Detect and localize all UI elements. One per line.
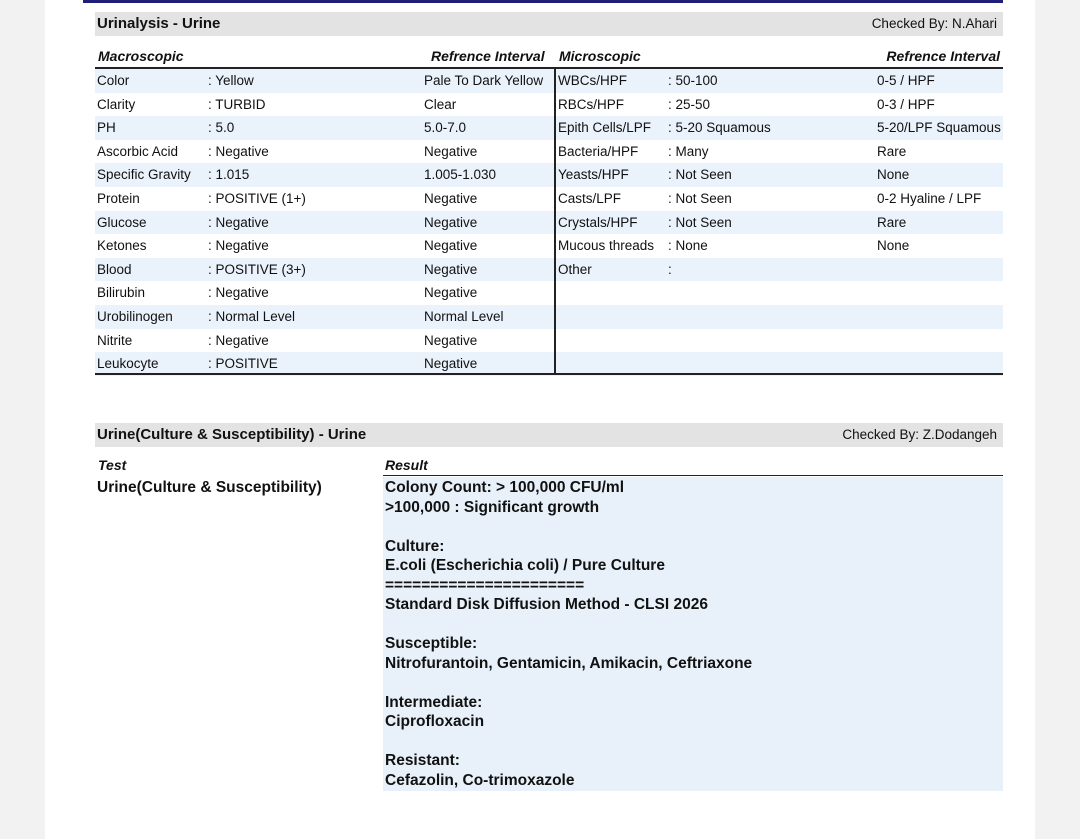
micro-ref: None	[877, 238, 910, 254]
culture-result-line: Cefazolin, Co-trimoxazole	[385, 771, 575, 789]
macro-ref-header: Refrence Interval	[431, 48, 545, 64]
urinalysis-row	[95, 116, 1003, 140]
micro-ref: Rare	[877, 143, 907, 159]
micro-test-name: Epith Cells/LPF	[558, 120, 652, 136]
macroscopic-header: Macroscopic	[98, 48, 184, 64]
culture-result-line: Colony Count: > 100,000 CFU/ml	[385, 479, 625, 496]
urinalysis-title: Urinalysis - Urine	[97, 15, 221, 32]
macro-result: : Yellow	[208, 73, 254, 88]
micro-test-name: Other	[558, 261, 592, 277]
macro-ref: Negative	[424, 261, 478, 277]
macro-test-name: PH	[97, 120, 116, 136]
macro-result: : Negative	[208, 332, 269, 348]
macro-result: : Negative	[208, 143, 269, 159]
urinalysis-row	[95, 187, 1003, 211]
micro-ref: 0-3 / HPF	[877, 96, 935, 112]
urinalysis-row	[95, 93, 1003, 117]
micro-test-name: Bacteria/HPF	[558, 143, 639, 159]
macro-ref: Negative	[424, 356, 478, 372]
micro-test-name: Yeasts/HPF	[558, 167, 629, 183]
urinalysis-row	[95, 305, 1003, 329]
micro-test-name: WBCs/HPF	[558, 73, 627, 88]
macro-result: : Normal Level	[208, 309, 296, 324]
report-page	[45, 0, 1035, 839]
urinalysis-header	[95, 12, 1003, 36]
macro-ref: 1.005-1.030	[424, 167, 497, 183]
micro-ref: 0-5 / HPF	[877, 73, 935, 88]
macro-ref: Negative	[424, 238, 478, 254]
macro-result: : 5.0	[208, 120, 235, 136]
macro-result: : 1.015	[208, 167, 250, 183]
micro-result: : 25-50	[668, 96, 711, 112]
culture-result-line: Intermediate:	[385, 693, 483, 711]
micro-ref-header: Refrence Interval	[886, 48, 1000, 64]
micro-result: : Not Seen	[668, 214, 732, 230]
test-header: Test	[98, 457, 127, 473]
macro-result: : TURBID	[208, 96, 266, 112]
macro-test-name: Ascorbic Acid	[97, 143, 179, 159]
culture-result-line: Standard Disk Diffusion Method - CLSI 2026	[385, 596, 708, 613]
micro-test-name: Casts/LPF	[558, 191, 622, 206]
micro-ref: 0-2 Hyaline / LPF	[877, 191, 982, 206]
microscopic-header: Microscopic	[559, 48, 641, 64]
macro-ref: Negative	[424, 214, 478, 230]
culture-result-line: Culture:	[385, 537, 445, 555]
macro-result: : Negative	[208, 285, 269, 301]
macro-test-name: Bilirubin	[97, 285, 146, 301]
micro-result: : Not Seen	[668, 191, 732, 206]
macro-result: : Negative	[208, 214, 269, 230]
urinalysis-row	[95, 329, 1003, 353]
micro-result: : 5-20 Squamous	[668, 120, 771, 136]
urinalysis-row	[95, 258, 1003, 282]
macro-ref: Clear	[424, 96, 457, 112]
urinalysis-column-divider	[554, 67, 556, 374]
micro-result: :	[668, 261, 672, 277]
urinalysis-row	[95, 211, 1003, 235]
macro-test-name: Clarity	[97, 96, 136, 112]
macro-test-name: Specific Gravity	[97, 167, 191, 183]
macro-ref: Normal Level	[424, 309, 504, 324]
macro-ref: 5.0-7.0	[424, 120, 467, 136]
culture-result-line: Susceptible:	[385, 635, 478, 652]
micro-test-name: RBCs/HPF	[558, 96, 625, 112]
culture-result-line: Resistant:	[385, 752, 460, 769]
culture-result-line: E.coli (Escherichia coli) / Pure Culture	[385, 557, 665, 574]
macro-test-name: Ketones	[97, 238, 147, 254]
macro-result: : POSITIVE	[208, 356, 278, 372]
macro-test-name: Protein	[97, 191, 140, 206]
micro-ref: 5-20/LPF Squamous	[877, 120, 1001, 136]
culture-header-rule	[383, 475, 1003, 476]
macro-test-name: Glucose	[97, 214, 147, 230]
macro-ref: Negative	[424, 191, 478, 206]
macro-ref: Negative	[424, 143, 478, 159]
micro-result: : 50-100	[668, 73, 718, 88]
culture-title: Urine(Culture & Susceptibility) - Urine	[97, 426, 367, 443]
macro-test-name: Leukocyte	[97, 356, 159, 372]
culture-header	[95, 423, 1003, 447]
macro-test-name: Blood	[97, 261, 132, 277]
micro-result: : None	[668, 238, 708, 254]
micro-test-name: Mucous threads	[558, 238, 655, 254]
micro-result: : Many	[668, 143, 709, 159]
urinalysis-checked-by: Checked By: N.Ahari	[871, 16, 997, 31]
macro-result: : Negative	[208, 238, 269, 254]
urinalysis-row	[95, 163, 1003, 187]
macro-ref: Pale To Dark Yellow	[424, 73, 544, 88]
macro-test-name: Nitrite	[97, 332, 133, 348]
micro-result: : Not Seen	[668, 167, 732, 183]
urinalysis-row	[95, 140, 1003, 164]
urinalysis-row	[95, 234, 1003, 258]
culture-result-line: ======================	[385, 576, 585, 594]
macro-result: : POSITIVE (1+)	[208, 191, 306, 206]
culture-result-line: Ciprofloxacin	[385, 713, 485, 730]
culture-result-background	[383, 477, 1003, 791]
micro-ref: Rare	[877, 214, 907, 230]
culture-checked-by: Checked By: Z.Dodangeh	[842, 427, 997, 442]
culture-result-line: >100,000 : Significant growth	[385, 498, 600, 516]
macro-ref: Negative	[424, 285, 478, 301]
culture-result-line: Nitrofurantoin, Gentamicin, Amikacin, Ceftriaxone	[385, 654, 753, 672]
macro-test-name: Color	[97, 73, 130, 88]
urinalysis-row	[95, 69, 1003, 93]
macro-test-name: Urobilinogen	[97, 309, 173, 324]
micro-test-name: Crystals/HPF	[558, 214, 638, 230]
macro-result: : POSITIVE (3+)	[208, 261, 306, 277]
result-header: Result	[385, 457, 428, 473]
macro-ref: Negative	[424, 332, 478, 348]
urinalysis-row	[95, 281, 1003, 305]
micro-ref: None	[877, 167, 910, 183]
urinalysis-bottom-rule	[95, 373, 1003, 375]
culture-test-name: Urine(Culture & Susceptibility)	[97, 479, 322, 496]
top-border	[83, 0, 1003, 3]
